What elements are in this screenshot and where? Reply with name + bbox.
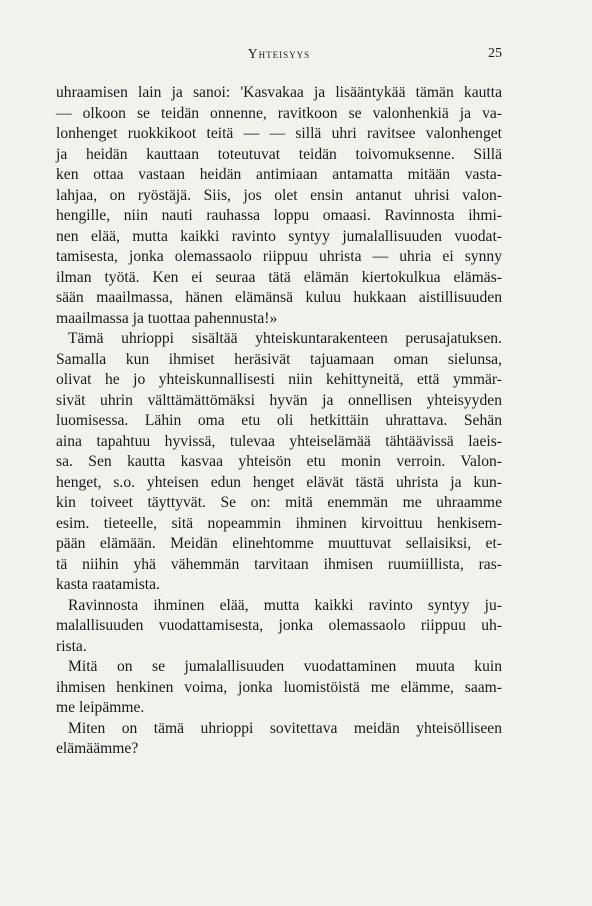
page-number: 25 bbox=[488, 46, 502, 61]
text-line: ken ottaa vastaan heidän antimiaan antamatta mitään vasta- bbox=[56, 166, 502, 183]
text-line: rista. bbox=[56, 637, 87, 655]
text-line: aina tapahtuu hyvissä, tulevaa yhteiselämää tähtäävissä laeis- bbox=[56, 432, 502, 450]
paragraph bbox=[56, 657, 502, 719]
text-line: lahjaa, on ryöstäjä. Siis, jos olet ensin antanut uhrisi valon- bbox=[56, 186, 502, 204]
text-line: ja heidän kauttaan toteutuvat teidän toivomuksenne. Sillä bbox=[56, 145, 502, 163]
text-line: esim. tieteelle, sitä nopeammin ihminen kirvoittuu henkisem- bbox=[56, 514, 502, 532]
text-line: malallisuuden vuodattamisesta, jonka olemassaolo riippuu uh- bbox=[56, 617, 502, 634]
text-line: sään maailmassa, hänen elämänsä kuluu hukkaan aistillisuuden bbox=[56, 289, 502, 306]
text-line: me leipämme. bbox=[56, 699, 145, 716]
text-line: ihmisen henkinen voima, jonka luomistöistä me elämme, saam- bbox=[56, 678, 502, 696]
text-line: Tämä uhrioppi sisältää yhteiskuntarakenteen perusajatuksen. bbox=[68, 330, 502, 347]
text-line: nen elää, mutta kaikki ravinto syntyy jumalallisuuden vuodat- bbox=[56, 227, 502, 245]
paragraph bbox=[56, 596, 502, 658]
text-line: uhraamisen lain ja sanoi: 'Kasvakaa ja lisääntykää tämän kautta bbox=[56, 84, 502, 101]
text-line: Ravinnosta ihminen elää, mutta kaikki ravinto syntyy ju- bbox=[68, 596, 502, 614]
text-line: sa. Sen kautta kasvaa yhteisön etu monin verroin. Valon- bbox=[56, 453, 502, 470]
running-title: Yhteisyys bbox=[247, 46, 311, 61]
text-line: maailmassa ja tuottaa pahennusta!» bbox=[56, 309, 278, 327]
text-line: kasta raatamista. bbox=[56, 576, 160, 593]
text-line: tamisesta, jonka olemassaolo riippuu uhrista — uhria ei synny bbox=[56, 248, 502, 265]
paragraph bbox=[56, 719, 502, 760]
text-line: Mitä on se jumalallisuuden vuodattaminen muuta kuin bbox=[68, 658, 502, 675]
text-line: luomisessa. Lähin oma etu oli hetkittäin uhrattava. Sehän bbox=[56, 412, 502, 429]
paragraph bbox=[56, 329, 502, 596]
text-line: sivät uhrin välttämättömäksi hyvän ja onnellisen yhteisyyden bbox=[56, 391, 502, 409]
text-line: olivat he jo yhteiskunnallisesti niin kehittyneitä, että ymmär- bbox=[56, 371, 502, 388]
text-line: lonhenget ruokkikoot teitä — — sillä uhri ravitsee valonhenget bbox=[56, 125, 502, 142]
text-line: Samalla kun ihmiset heräsivät tajuamaan oman sielunsa, bbox=[56, 350, 502, 368]
text-line: kin toiveet täyttyvät. Se on: mitä enemmän me uhraamme bbox=[56, 494, 502, 511]
text-line: — olkoon se teidän onnenne, ravitkoon se valonhenkiä ja va- bbox=[56, 104, 502, 122]
text-line: hengille, niin nauti rauhassa loppu omaasi. Ravinnosta ihmi- bbox=[56, 207, 502, 224]
body-text bbox=[56, 83, 502, 760]
text-line: tä niihin yhä vähemmän tarvitaan ihmisen ruumiillista, ras- bbox=[56, 555, 502, 573]
text-line: elämäämme? bbox=[56, 740, 139, 757]
text-line: pään elämään. Meidän elinehtomme muuttuvat sellaisiksi, et- bbox=[56, 535, 502, 552]
text-line: Miten on tämä uhrioppi sovitettava meidän yhteisölliseen bbox=[68, 719, 502, 737]
running-head bbox=[56, 46, 502, 66]
text-line: ilman työtä. Ken ei seuraa tätä elämän kiertokulkua elämäs- bbox=[56, 268, 502, 286]
text-line: henget, s.o. yhteisen edun henget elävät tästä uhrista ja kun- bbox=[56, 473, 502, 491]
paragraph bbox=[56, 83, 502, 329]
